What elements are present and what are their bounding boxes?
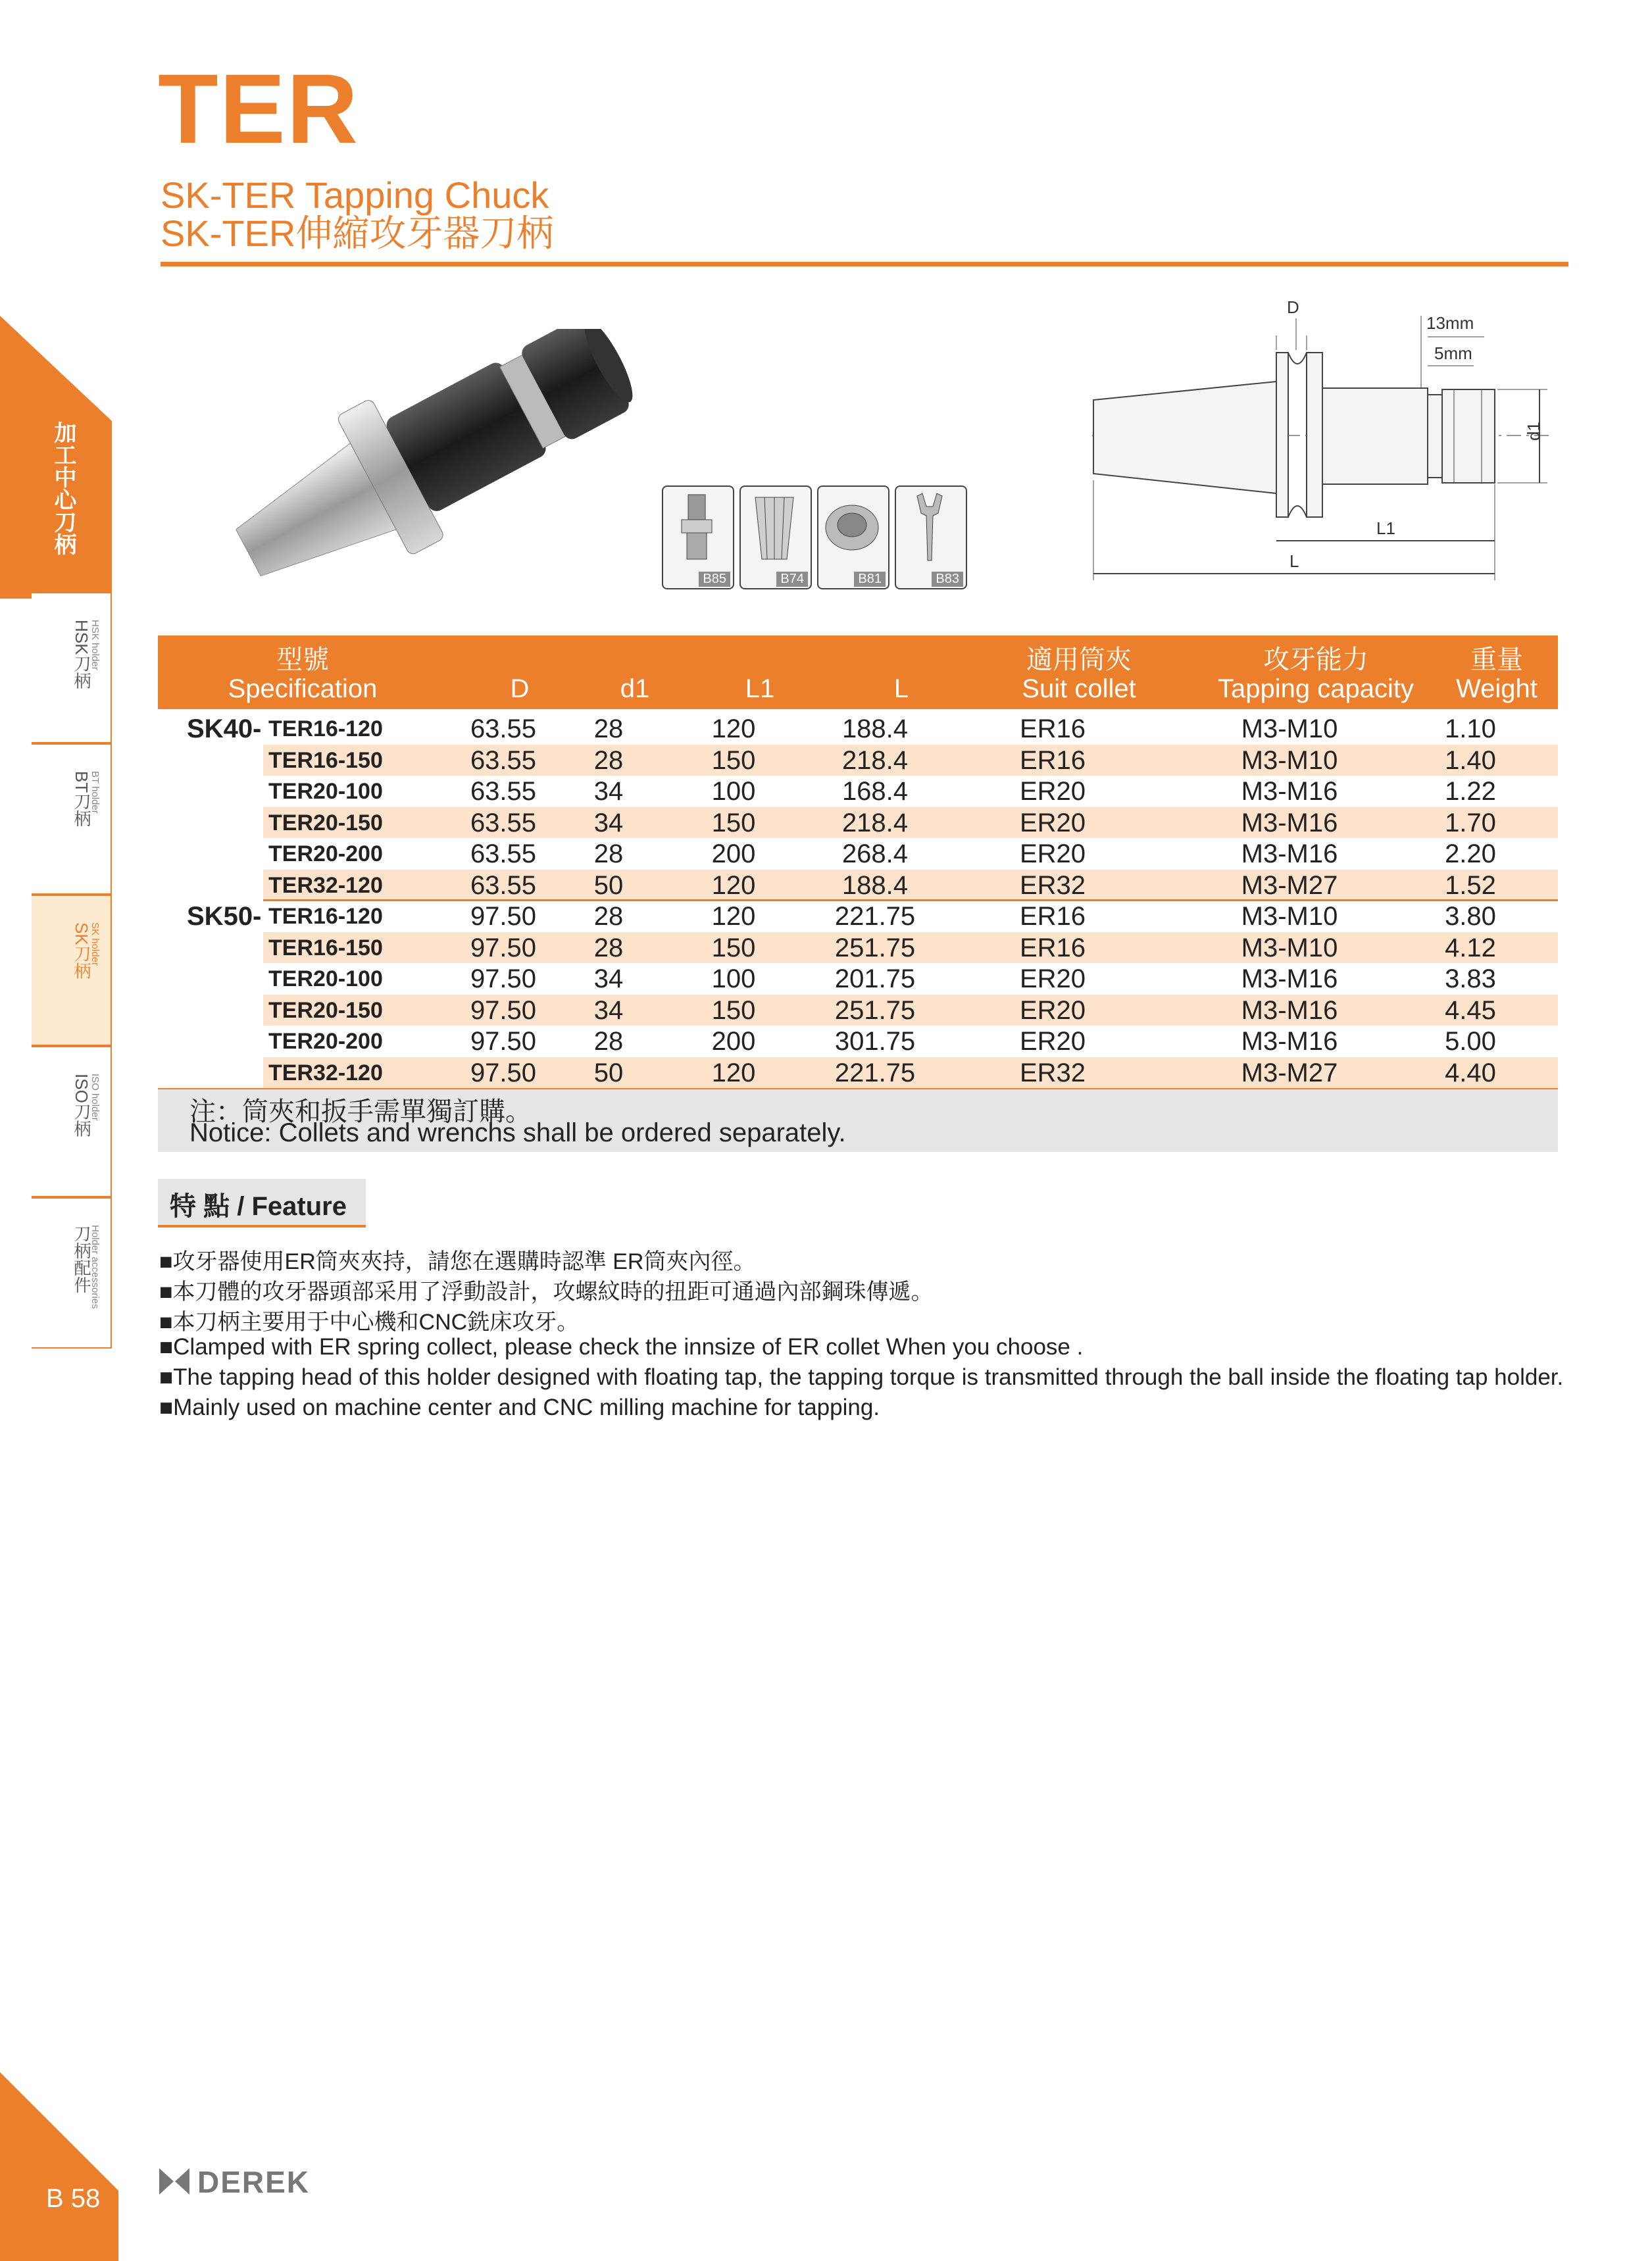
cell-d1: 28 [593, 1027, 624, 1056]
cell-code: TER32-120 [268, 872, 383, 898]
feature-item: ■攻牙器使用ER筒夾夾持，請您在選購時認準 ER筒夾內徑。 [159, 1249, 756, 1274]
table-row [263, 713, 1558, 744]
cell-code: TER20-200 [268, 1029, 383, 1054]
cell-L1: 150 [711, 933, 756, 962]
page-code: TER [158, 53, 359, 164]
sidebar-tab-accessories[interactable] [32, 1197, 112, 1349]
cell-L: 168.4 [841, 777, 909, 806]
footer-corner-shape [0, 2072, 118, 2261]
cell-weight: 1.10 [1445, 714, 1496, 743]
cell-L: 188.4 [841, 714, 909, 743]
cell-weight: 3.83 [1445, 964, 1496, 993]
cell-collet: ER20 [1019, 777, 1086, 806]
accessory-code: B74 [776, 572, 808, 587]
cell-cap: M3-M10 [1241, 714, 1338, 743]
table-row [263, 807, 1558, 838]
tab-sublabel: BT holder [89, 771, 101, 814]
table-body [0, 0, 1652, 1118]
cell-L: 251.75 [834, 995, 916, 1025]
note-cn: 注：筒夾和扳手需單獨訂購。 [189, 1097, 532, 1126]
cell-weight: 1.52 [1445, 870, 1496, 900]
feature-item: ■The tapping head of this holder designed with floating tap, the tapping torque is transmitted through the ball inside the floating tap holder. [159, 1364, 1564, 1390]
brand-logo-icon [158, 2166, 191, 2197]
tab-label: SK刀柄 [72, 922, 91, 980]
tab-sublabel: Holder accessories [89, 1225, 101, 1309]
cell-weight: 2.20 [1445, 839, 1496, 868]
cell-d1: 34 [593, 964, 624, 993]
cell-L: 251.75 [834, 933, 916, 962]
cell-d1: 28 [593, 745, 624, 775]
cell-d1: 34 [593, 808, 624, 837]
cell-collet: ER16 [1019, 714, 1086, 743]
cell-code: TER16-150 [268, 747, 383, 773]
table-row [263, 776, 1558, 807]
cell-cap: M3-M10 [1241, 745, 1338, 775]
cell-L1: 200 [711, 1027, 756, 1056]
table-row [263, 870, 1558, 901]
header-L: L [893, 674, 909, 703]
drawing-label-L1: L1 [1376, 518, 1395, 538]
cell-L: 201.75 [834, 964, 916, 993]
cell-code: TER20-200 [268, 841, 383, 866]
header-d1: d1 [620, 674, 650, 703]
header-weight-en: Weight [1456, 674, 1538, 703]
cell-cap: M3-M16 [1241, 964, 1338, 993]
feature-heading [158, 1179, 366, 1228]
cell-D: 97.50 [470, 933, 537, 962]
cell-cap: M3-M10 [1241, 902, 1338, 931]
cell-cap: M3-M16 [1241, 1027, 1338, 1056]
table-note [158, 1089, 1558, 1152]
header-spec-en: Specification [228, 674, 378, 703]
cell-L: 188.4 [841, 870, 909, 900]
cell-collet: ER20 [1019, 995, 1086, 1025]
tab-label: ISO刀柄 [72, 1074, 91, 1137]
cell-D: 97.50 [470, 902, 537, 931]
cell-weight: 5.00 [1445, 1027, 1496, 1056]
table-row [263, 995, 1558, 1026]
cell-L1: 100 [711, 777, 756, 806]
cell-D: 97.50 [470, 1058, 537, 1087]
tab-label: BT刀柄 [72, 771, 91, 828]
cell-d1: 34 [593, 777, 624, 806]
cell-D: 63.55 [470, 777, 537, 806]
cell-d1: 28 [593, 902, 624, 931]
cell-d1: 50 [593, 870, 624, 900]
feature-item: ■Mainly used on machine center and CNC milling machine for tapping. [159, 1395, 880, 1420]
drawing-label-L: L [1289, 551, 1299, 571]
cell-weight: 4.12 [1445, 933, 1496, 962]
cell-L1: 120 [711, 902, 756, 931]
cell-weight: 4.40 [1445, 1058, 1496, 1087]
cell-code: TER20-100 [268, 966, 383, 991]
cell-D: 97.50 [470, 995, 537, 1025]
cell-code: TER16-120 [268, 716, 383, 741]
header-capacity-cn: 攻牙能力 [1263, 645, 1368, 674]
cell-code: TER16-120 [268, 904, 383, 929]
accessory-code: B85 [699, 572, 730, 587]
cell-L1: 150 [711, 995, 756, 1025]
cell-collet: ER20 [1019, 808, 1086, 837]
cell-L1: 120 [711, 1058, 756, 1087]
subtitle-cn: SK-TER伸縮攻牙器刀柄 [161, 212, 554, 254]
cell-code: TER32-120 [268, 1060, 383, 1085]
tab-label: 刀柄配件 [72, 1225, 91, 1293]
cell-cap: M3-M16 [1241, 995, 1338, 1025]
cell-collet: ER16 [1019, 745, 1086, 775]
cell-code: TER20-150 [268, 997, 383, 1023]
cell-L1: 120 [711, 870, 756, 900]
cell-code: TER20-150 [268, 810, 383, 835]
cell-cap: M3-M10 [1241, 933, 1338, 962]
tab-sublabel: ISO holder [89, 1074, 101, 1121]
table-row [263, 901, 1558, 932]
cell-D: 63.55 [470, 745, 537, 775]
header-spec-cn: 型號 [276, 645, 329, 674]
header-D: D [510, 674, 530, 703]
cell-d1: 34 [593, 995, 624, 1025]
feature-item: ■Clamped with ER spring collect, please check the innsize of ER collet When you choose . [159, 1334, 1084, 1360]
series-label: SK50- [187, 902, 262, 931]
cell-L1: 150 [711, 745, 756, 775]
cell-d1: 28 [593, 933, 624, 962]
cell-L: 301.75 [834, 1027, 916, 1056]
cell-d1: 50 [593, 1058, 624, 1087]
cell-weight: 1.40 [1445, 745, 1496, 775]
cell-L: 218.4 [841, 808, 909, 837]
subtitle-en: SK-TER Tapping Chuck [161, 174, 549, 216]
cell-L1: 150 [711, 808, 756, 837]
page-number: B 58 [46, 2184, 101, 2213]
cell-D: 63.55 [470, 839, 537, 868]
cell-L: 221.75 [834, 1058, 916, 1087]
cell-weight: 1.70 [1445, 808, 1496, 837]
accessory-code: B81 [854, 572, 886, 587]
cell-D: 63.55 [470, 714, 537, 743]
cell-L1: 120 [711, 714, 756, 743]
cell-collet: ER16 [1019, 902, 1086, 931]
header-weight-cn: 重量 [1470, 645, 1523, 674]
cell-D: 97.50 [470, 1027, 537, 1056]
cell-cap: M3-M16 [1241, 808, 1338, 837]
brand-name: DEREK [197, 2165, 311, 2199]
cell-collet: ER20 [1019, 964, 1086, 993]
cell-D: 63.55 [470, 808, 537, 837]
cell-collet: ER16 [1019, 933, 1086, 962]
cell-cap: M3-M16 [1241, 839, 1338, 868]
header-L1: L1 [745, 674, 775, 703]
series-label: SK40- [187, 714, 262, 743]
sidebar-main-tab[interactable]: 加工中心刀柄 [51, 421, 76, 555]
cell-L: 221.75 [834, 902, 916, 931]
cell-weight: 3.80 [1445, 902, 1496, 931]
feature-heading-text: 特 點 / Feature [170, 1192, 347, 1221]
cell-d1: 28 [593, 839, 624, 868]
cell-L: 218.4 [841, 745, 909, 775]
cell-cap: M3-M16 [1241, 777, 1338, 806]
table-row [263, 1026, 1558, 1056]
cell-collet: ER20 [1019, 1027, 1086, 1056]
tab-label: HSK刀柄 [72, 620, 91, 689]
drawing-label-D: D [1287, 297, 1299, 317]
cell-L1: 200 [711, 839, 756, 868]
drawing-label-5mm: 5mm [1434, 343, 1472, 363]
drawing-label-13mm: 13mm [1426, 313, 1474, 333]
cell-weight: 4.45 [1445, 995, 1496, 1025]
cell-code: TER16-150 [268, 935, 383, 960]
table-row [263, 838, 1558, 869]
cell-cap: M3-M27 [1241, 1058, 1338, 1087]
cell-code: TER20-100 [268, 779, 383, 804]
cell-collet: ER32 [1019, 870, 1086, 900]
cell-D: 97.50 [470, 964, 537, 993]
cell-collet: ER32 [1019, 1058, 1086, 1087]
drawing-label-d1: d1 [1524, 422, 1543, 441]
tab-sublabel: HSK holder [89, 620, 101, 670]
cell-collet: ER20 [1019, 839, 1086, 868]
accessory-code: B83 [932, 572, 963, 587]
table-row [263, 1057, 1558, 1088]
cell-D: 63.55 [470, 870, 537, 900]
cell-L: 268.4 [841, 839, 909, 868]
table-row [263, 932, 1558, 963]
table-row [263, 745, 1558, 776]
header-collet-en: Suit collet [1022, 674, 1136, 703]
header-collet-cn: 適用筒夾 [1026, 645, 1132, 674]
cell-cap: M3-M27 [1241, 870, 1338, 900]
tab-sublabel: SK holder [89, 922, 101, 966]
note-en: Notice: Collets and wrenchs shall be ordered separately. [189, 1118, 846, 1147]
table-row [263, 963, 1558, 994]
feature-item: ■本刀柄主要用于中心機和CNC銑床攻牙。 [159, 1310, 580, 1335]
cell-d1: 28 [593, 714, 624, 743]
feature-item: ■本刀體的攻牙器頭部采用了浮動設計，攻螺紋時的扭距可通過內部鋼珠傳遞。 [159, 1280, 934, 1304]
header-capacity-en: Tapping capacity [1218, 674, 1414, 703]
cell-weight: 1.22 [1445, 777, 1496, 806]
cell-L1: 100 [711, 964, 756, 993]
